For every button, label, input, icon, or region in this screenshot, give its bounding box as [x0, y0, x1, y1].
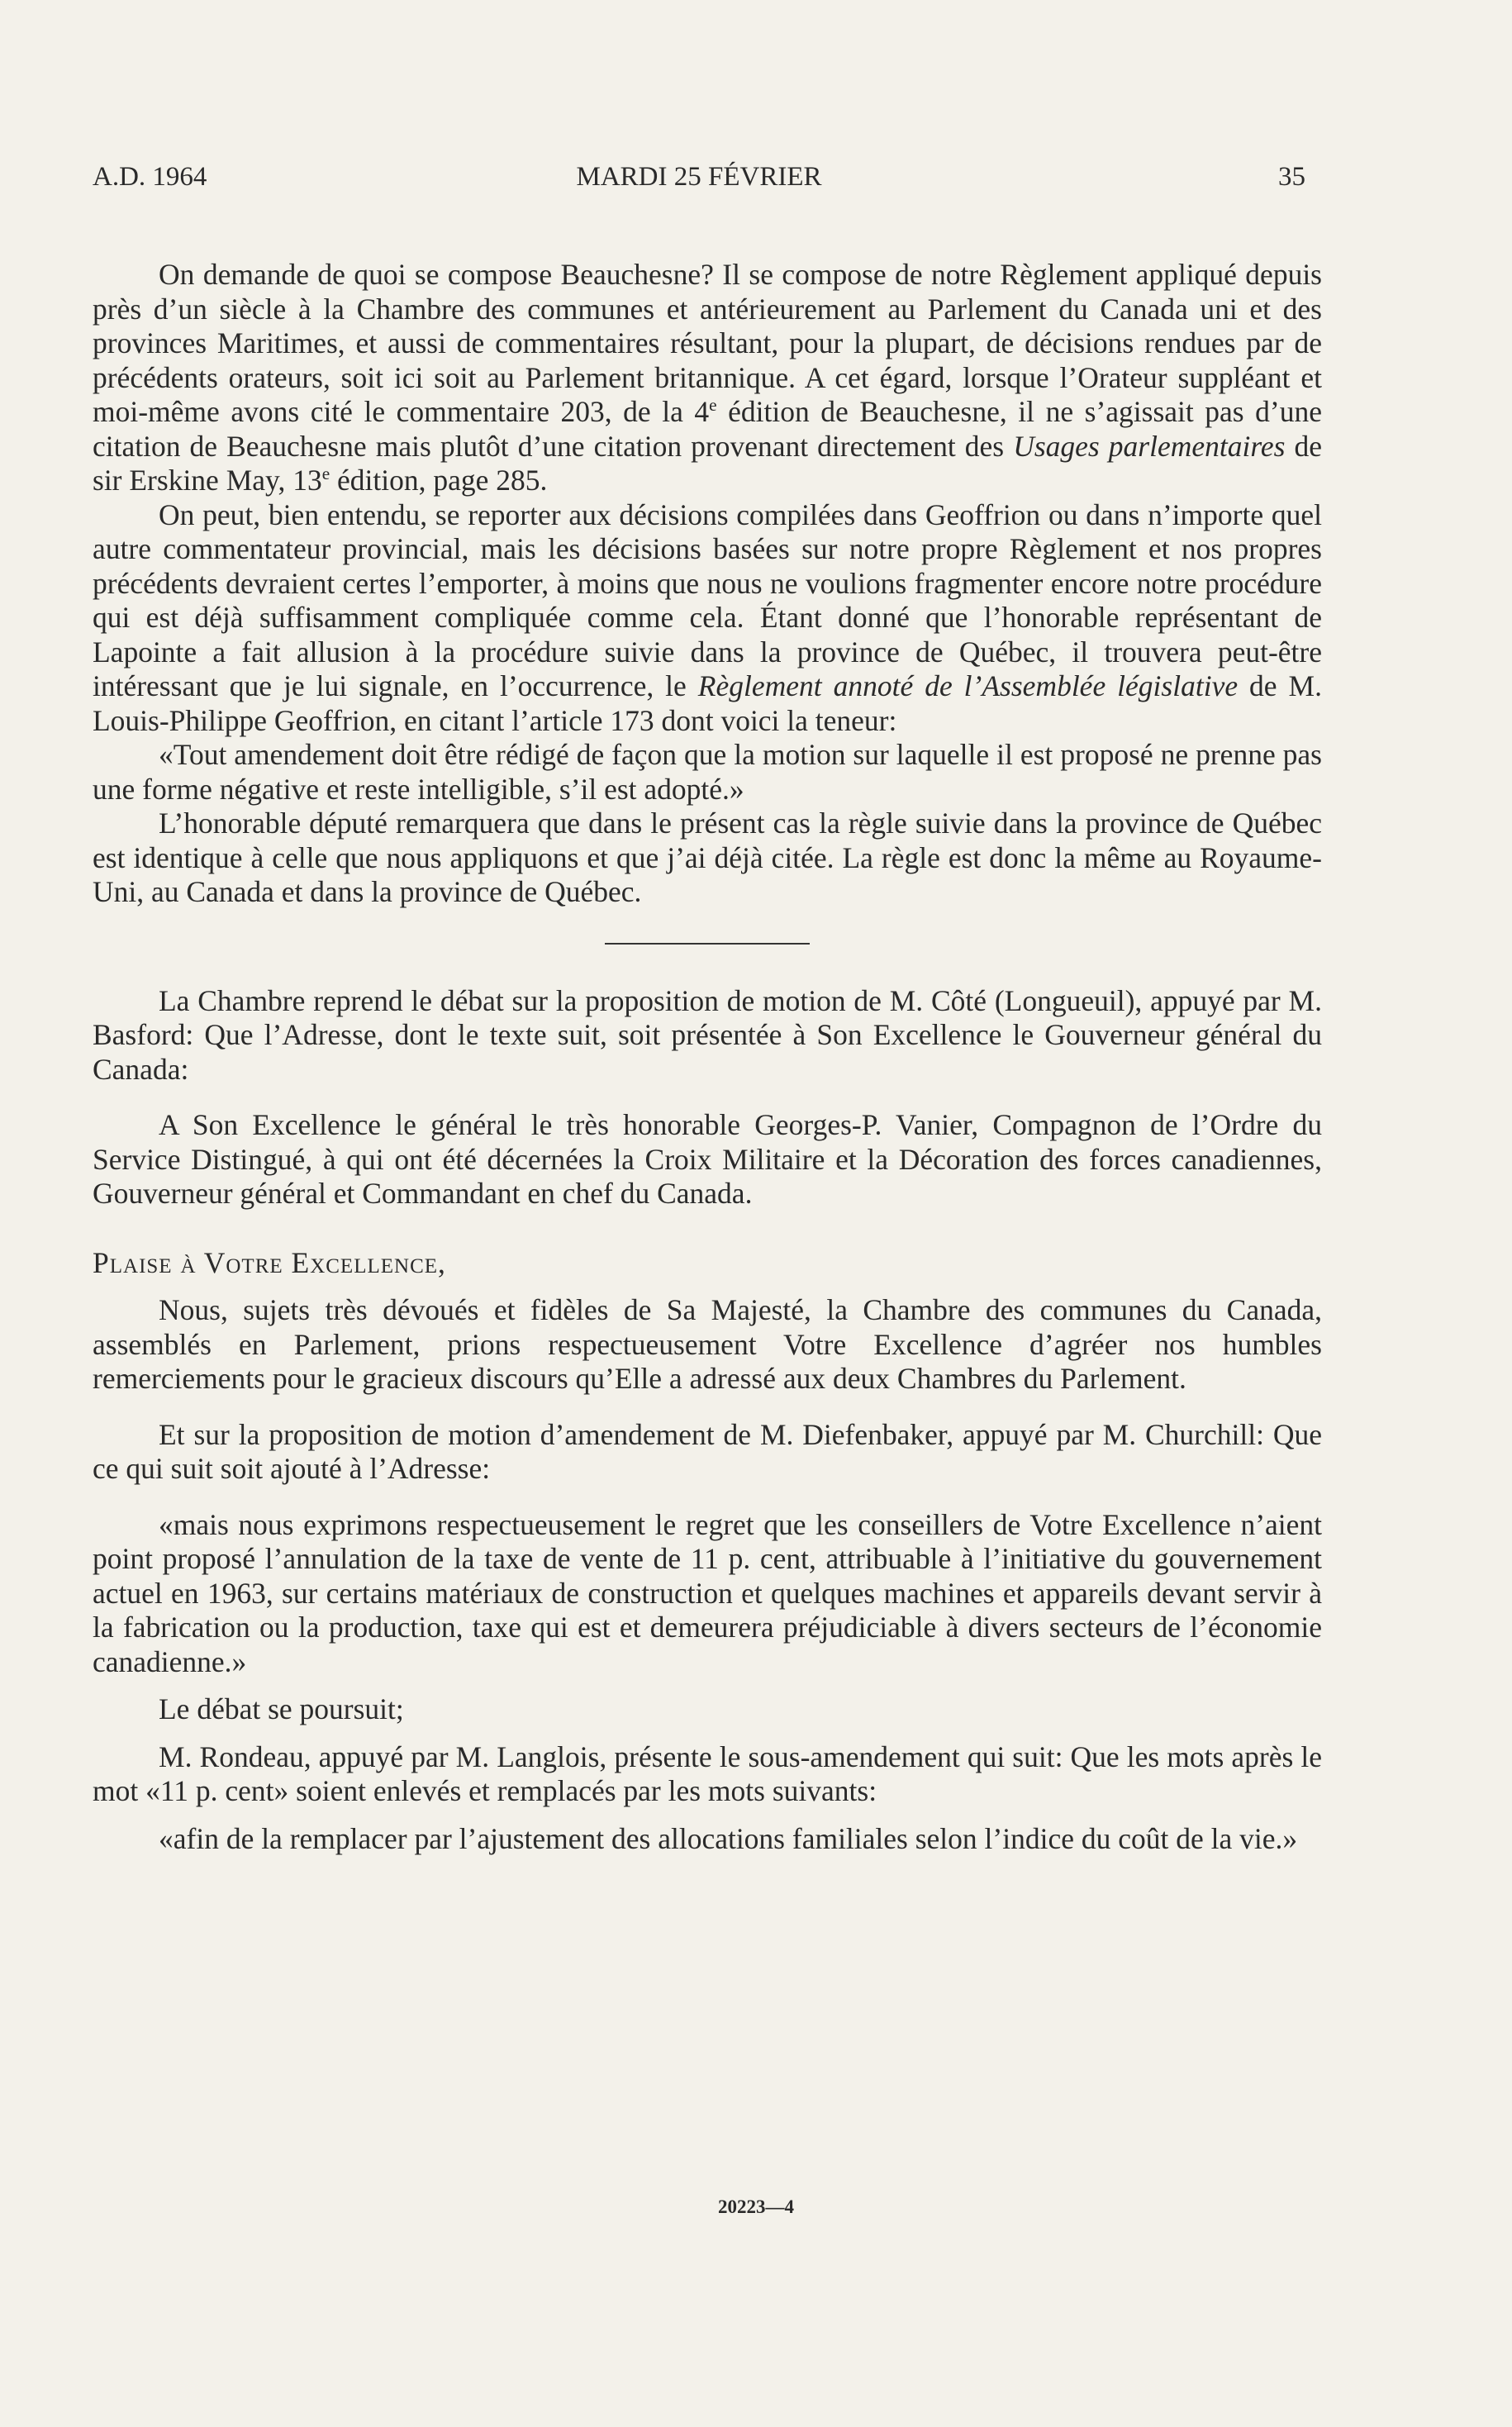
- quote-subamendment: «afin de la remplacer par l’ajustement des allocations familiales selon l’indice du coût de la vie.»: [159, 1821, 1298, 1855]
- paragraph-ruling-conclusion: L’honorable député remarquera que dans le présent cas la règle suivie dans la province de Québec est identique à celle que nous appliquons et que j’ai déjà citée. La règle est donc la même au Royaume-Uni, au Canada et dans la province de Québec.: [93, 807, 1322, 908]
- paragraph-debate-continues: Le débat se poursuit;: [159, 1692, 404, 1725]
- header-year: A.D. 1964: [93, 162, 207, 192]
- header-date: MARDI 25 FÉVRIER: [576, 162, 822, 192]
- page-footer-code: 20223—4: [718, 2196, 794, 2217]
- paragraph-address-text: Nous, sujets très dévoués et fidèles de Sa Majesté, la Chambre des communes du Canada, assemblés en Parlement, prions respectueusement Votre Excellence d’agréer nos humbles remerciements pour le gracieux discours qu’Elle a adressé aux deux Chambres du Parlement.: [93, 1293, 1322, 1395]
- paragraph-address-recipient: A Son Excellence le général le très honorable Georges-P. Vanier, Compagnon de l’Ordre du Service Distingué, à qui ont été décernées la Croix Militaire et la Décoration des forces canadiennes, Gouverneur général et Commandant en chef du Canada.: [93, 1108, 1322, 1210]
- quote-amendment: «mais nous exprimons respectueusement le regret que les conseillers de Votre Excellence n’aient point proposé l’annulation de la taxe de vente de 11 p. cent, attribuable à l’initiative du gouvernement actuel en 1963, sur certains matériaux de construction et quelques machines et appareils devant servir à la fabrication ou la production, taxe qui est et demeurera préjudiciable à divers secteurs de l’économie canadienne.»: [93, 1507, 1322, 1678]
- section-divider: [605, 943, 810, 945]
- page-header: [93, 162, 1305, 202]
- page-body: [93, 258, 1322, 1856]
- page-number: 35: [1278, 162, 1305, 192]
- paragraph-geoffrion: On peut, bien entendu, se reporter aux décisions compilées dans Geoffrion ou dans n’importe quel autre commentateur provincial, mais les décisions basées sur notre propre Règlement et nos propres précédents devraient certes l’emporter, à moins que nous ne voulions fragmenter encore notre procédure qui est déjà suffisamment compliquée comme cela. Étant donné que l’honorable représentant de Lapointe a fait allusion à la procédure suivie dans la province de Québec, il trouvera peut-être intéressant que je lui signale, en l’occurrence, le Règlement annoté de l’Assemblée législative de M. Louis-Philippe Geoffrion, en citant l’article 173 dont voici la teneur:: [93, 497, 1322, 737]
- paragraph-subamendment: M. Rondeau, appuyé par M. Langlois, présente le sous-amendement qui suit: Que les mots après le mot «11 p. cent» soient enlevés et remplacés par les mots suivants:: [93, 1739, 1322, 1807]
- quote-article-173: «Tout amendement doit être rédigé de façon que la motion sur laquelle il est proposé ne prenne pas une forme négative et reste intelligible, s’il est adopté.»: [93, 738, 1322, 806]
- paragraph-debate-resumes: La Chambre reprend le débat sur la proposition de motion de M. Côté (Longueuil), appuyé par M. Basford: Que l’Adresse, dont le texte suit, soit présentée à Son Excellence le Gouverneur général du Canada:: [93, 983, 1322, 1086]
- paragraph-beauchesne: On demande de quoi se compose Beauchesne? Il se compose de notre Règlement appliqué depuis près d’un siècle à la Chambre des communes et antérieurement au Parlement du Canada uni et des provinces Maritimes, et aussi de commentaires résultant, pour la plupart, de décisions rendues par de précédents orateurs, soit ici soit au Parlement britannique. A cet égard, lorsque l’Orateur suppléant et moi-même avons cité le commentaire 203, de la 4e édition de Beauchesne, il ne s’agissait pas d’une citation de Beauchesne mais plutôt d’une citation provenant directement des Usages parlementaires de sir Erskine May, 13e édition, page 285.: [93, 258, 1322, 497]
- salutation: Plaise à Votre Excellence,: [93, 1245, 446, 1279]
- paragraph-amendment: Et sur la proposition de motion d’amendement de M. Diefenbaker, appuyé par M. Churchill: Que ce qui suit soit ajouté à l’Adresse:: [93, 1417, 1322, 1485]
